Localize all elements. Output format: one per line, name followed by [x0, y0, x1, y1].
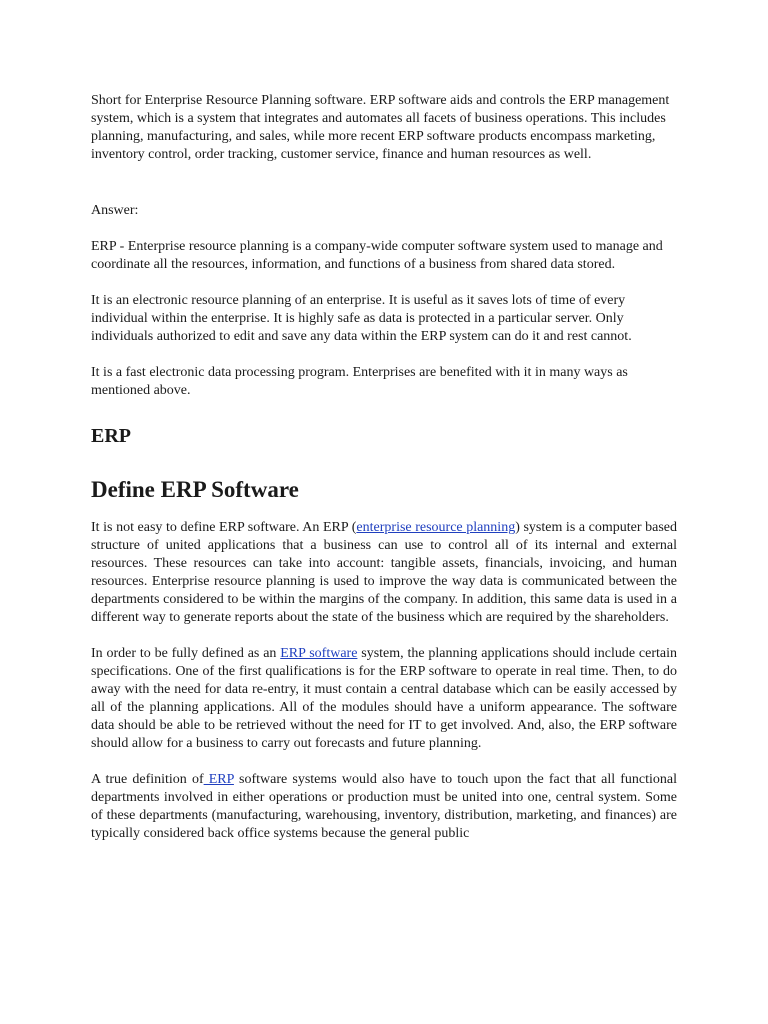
answer-paragraph-1: ERP - Enterprise resource planning is a company-wide computer software system used to manage and coordinate all the resources, information, and functions of a business from shared data stored. — [91, 239, 663, 272]
enterprise-resource-planning-link[interactable]: enterprise resource planning — [356, 520, 516, 535]
define-p1-text-before: It is not easy to define ERP software. An ERP ( — [91, 520, 357, 535]
erp-heading: ERP — [91, 425, 131, 447]
define-paragraph-3 — [91, 771, 677, 843]
define-p1-text-after: ) system is a computer based structure of united applications that a business can use to control all of its internal and external resources. These resources can take into account: tangible assets, financials, invoicing, and human resources. Enterprise resource planning is used to improve the way data is communicated between the departments considered to be within the margins of the company. In addition, this same data is used in a different way to generate reports about the state of the business which are required by the shareholders. — [91, 520, 677, 625]
define-erp-heading: Define ERP Software — [91, 477, 299, 502]
document-page — [91, 92, 677, 843]
define-p3-text-before: A true definition of — [91, 772, 204, 787]
define-paragraph-1 — [91, 519, 677, 627]
answer-label: Answer: — [91, 203, 139, 218]
answer-paragraph-3: It is a fast electronic data processing program. Enterprises are benefited with it in many ways as mentioned above. — [91, 365, 628, 398]
intro-paragraph: Short for Enterprise Resource Planning software. ERP software aids and controls the ERP management system, which is a system that integrates and automates all facets of business operations. This includes planning, manufacturing, and sales, while more recent ERP software products encompass marketing, inventory control, order tracking, customer service, finance and human resources as well. — [91, 93, 670, 162]
answer-paragraph-2: It is an electronic resource planning of an enterprise. It is useful as it saves lots of time of every individual within the enterprise. It is highly safe as data is protected in a particular server. Only individuals authorized to edit and save any data within the ERP system can do it and rest cannot. — [91, 293, 632, 344]
define-p2-text-after: system, the planning applications should include certain specifications. One of the first qualifications is for the ERP software to operate in real time. Then, to do away with the need for data re-entry, it must contain a central database which can be easily accessed by all of the planning applications. All of the modules should have a uniform appearance. The software data should be able to be retrieved without the need for IT to get involved. And, also, the ERP software should allow for a business to carry out forecasts and future planning. — [91, 646, 677, 751]
define-p3-text-after: software systems would also have to touch upon the fact that all functional departments involved in either operations or production must be united into one, central system. Some of these departments (manufacturing, warehousing, inventory, distribution, marketing, and finances) are typically considered back office systems because the general public — [91, 772, 678, 841]
define-paragraph-2 — [91, 645, 677, 753]
define-p2-text-before: In order to be fully defined as an — [91, 646, 281, 661]
erp-link[interactable]: ERP — [203, 772, 234, 787]
erp-software-link[interactable]: ERP software — [280, 646, 358, 661]
